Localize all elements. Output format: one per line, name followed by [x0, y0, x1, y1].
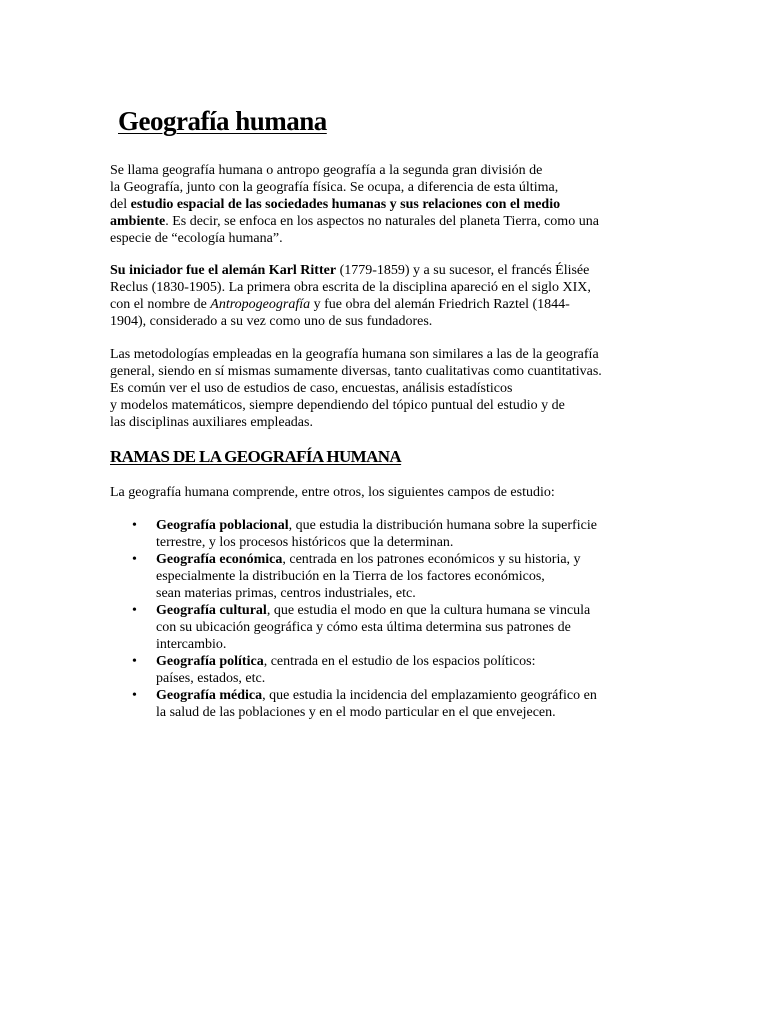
- list-item-line: terrestre, y los procesos históricos que la determinan.: [156, 535, 454, 550]
- page-title: Geografía humana: [118, 106, 327, 136]
- list-item-line: [156, 551, 676, 568]
- list-item-line: intercambio.: [156, 637, 227, 652]
- section-heading: RAMAS DE LA GEOGRAFÍA HUMANA: [110, 447, 402, 466]
- paragraph-line: y modelos matemáticos, siempre dependiendo del tópico puntual del estudio y de: [110, 398, 565, 413]
- list-item: [132, 602, 676, 653]
- italic-text: Antropogeografía: [210, 297, 311, 312]
- plain-text: con el nombre de: [110, 297, 211, 312]
- bullet-icon: •: [132, 552, 137, 567]
- bold-text: Su iniciador fue el alemán Karl Ritter: [110, 263, 337, 278]
- paragraph-line: Reclus (1830-1905). La primera obra escrita de la disciplina apareció en el siglo XIX,: [110, 280, 591, 295]
- list-item: [132, 517, 676, 551]
- bullet-icon: •: [132, 518, 137, 533]
- branch-name: Geografía económica: [156, 552, 283, 567]
- branches-intro: [110, 484, 670, 501]
- list-item-line: [156, 653, 676, 670]
- paragraph-line: [110, 213, 670, 230]
- list-item: [132, 653, 676, 687]
- paragraph-line: Se llama geografía humana o antropo geografía a la segunda gran división de: [110, 163, 543, 178]
- plain-text: del: [110, 197, 131, 212]
- plain-text: y fue obra del alemán Friedrich Raztel (1844-: [310, 297, 570, 312]
- paragraph-line: especie de “ecología humana”.: [110, 231, 283, 246]
- paragraph-line: La geografía humana comprende, entre otros, los siguientes campos de estudio:: [110, 485, 555, 500]
- paragraph-line: [110, 296, 670, 313]
- branch-name: Geografía poblacional: [156, 518, 289, 533]
- bold-text: ambiente: [110, 214, 166, 229]
- branch-description: , que estudia la distribución humana sobre la superficie: [288, 518, 597, 533]
- bullet-icon: •: [132, 688, 137, 703]
- branch-description: , centrada en los patrones económicos y su historia, y: [282, 552, 581, 567]
- bullet-icon: •: [132, 603, 137, 618]
- paragraph-line: [110, 196, 670, 213]
- list-item-line: [156, 602, 676, 619]
- list-item-line: [156, 687, 676, 704]
- paragraph-line: Las metodologías empleadas en la geografía humana son similares a las de la geografía: [110, 347, 599, 362]
- paragraph-line: Es común ver el uso de estudios de caso, encuestas, análisis estadísticos: [110, 381, 513, 396]
- branch-name: Geografía médica: [156, 688, 263, 703]
- list-item-line: la salud de las poblaciones y en el modo particular en el que envejecen.: [156, 705, 556, 720]
- branch-description: , que estudia el modo en que la cultura humana se vincula: [266, 603, 591, 618]
- list-item-line: [156, 517, 676, 534]
- paragraph-line: la Geografía, junto con la geografía física. Se ocupa, a diferencia de esta última,: [110, 180, 559, 195]
- paragraph-line: las disciplinas auxiliares empleadas.: [110, 415, 313, 430]
- branch-description: , centrada en el estudio de los espacios políticos:: [263, 654, 536, 669]
- list-item: [132, 687, 676, 721]
- plain-text: . Es decir, se enfoca en los aspectos no naturales del planeta Tierra, como una: [165, 214, 599, 229]
- branch-name: Geografía cultural: [156, 603, 267, 618]
- list-item: [132, 551, 676, 602]
- list-item-line: especialmente la distribución en la Tierra de los factores económicos,: [156, 569, 545, 584]
- list-item-line: países, estados, etc.: [156, 671, 266, 686]
- paragraph-definition: [110, 162, 670, 247]
- plain-text: (1779-1859) y a su sucesor, el francés Élisée: [336, 263, 590, 278]
- branch-description: , que estudia la incidencia del emplazamiento geográfico en: [262, 688, 597, 703]
- list-item-line: con su ubicación geográfica y cómo esta última determina sus patrones de: [156, 620, 571, 635]
- bullet-icon: •: [132, 654, 137, 669]
- paragraph-line: [110, 262, 670, 279]
- paragraph-line: general, siendo en sí mismas sumamente diversas, tanto cualitativas como cuantitativas.: [110, 364, 602, 379]
- paragraph-methodology: [110, 346, 670, 431]
- bold-text: estudio espacial de las sociedades humanas y sus relaciones con el medio: [130, 197, 561, 212]
- branch-name: Geografía política: [156, 654, 264, 669]
- branches-list: [132, 517, 676, 721]
- list-item-line: sean materias primas, centros industriales, etc.: [156, 586, 416, 601]
- paragraph-history: [110, 262, 670, 330]
- paragraph-line: 1904), considerado a su vez como uno de sus fundadores.: [110, 314, 433, 329]
